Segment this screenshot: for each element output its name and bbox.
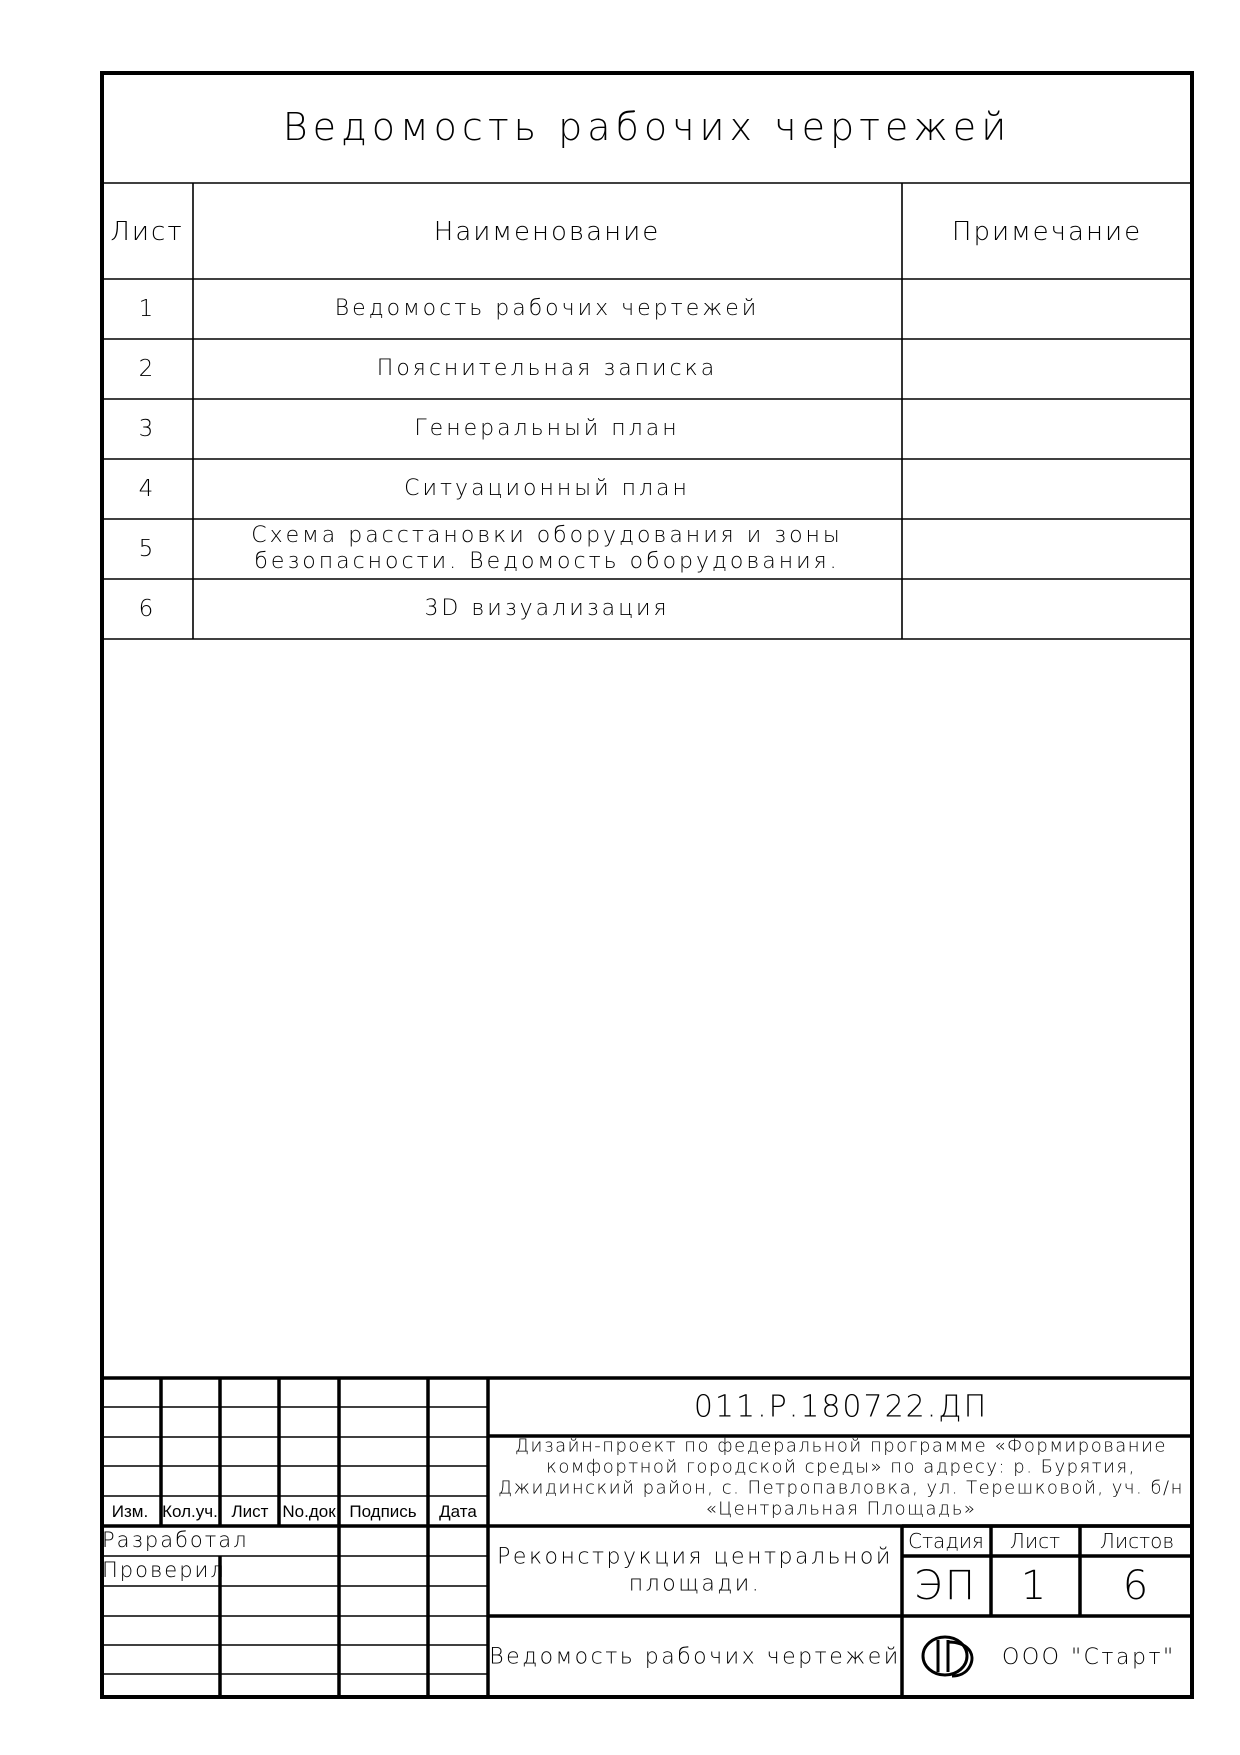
row-sheet-number: 2: [138, 356, 156, 382]
col-izm: Изм.: [111, 1502, 149, 1521]
document-code: 011.Р.180722.ДП: [693, 1389, 989, 1425]
company-name: ООО "Старт": [1002, 1645, 1176, 1670]
sheets-value: 6: [1122, 1563, 1152, 1609]
project-description-line-4: «Центральная Площадь»: [705, 1498, 977, 1520]
sheet-name: Ведомость рабочих чертежей: [489, 1644, 901, 1670]
row-name: 3D визуализация: [424, 596, 670, 621]
header-note: Примечание: [951, 217, 1143, 247]
col-kol-uch: Кол.уч.: [162, 1502, 218, 1521]
header-name: Наименование: [433, 217, 661, 247]
project-description-line-3: Джидинский район, с. Петропавловка, ул. Терешковой, уч. б/н: [498, 1477, 1184, 1499]
object-name-line-2: площади.: [628, 1571, 762, 1597]
row-name: Ведомость рабочих чертежей: [334, 296, 760, 321]
row-name-line-1: Схема расстановки оборудования и зоны: [251, 523, 843, 548]
col-list: Лист: [231, 1502, 269, 1521]
row-name: Ситуационный план: [404, 476, 690, 501]
row-sheet-number: 4: [138, 476, 156, 502]
project-description-line-1: Дизайн-проект по федеральной программе «Формирование: [515, 1435, 1167, 1457]
row-sheet-number: 3: [138, 416, 156, 442]
row-sheet-number: 1: [138, 296, 156, 322]
col-no-dok: No.док: [282, 1502, 336, 1521]
col-data: Дата: [439, 1502, 477, 1521]
row-name: Генеральный план: [414, 416, 680, 441]
stage-label: Стадия: [908, 1529, 984, 1553]
sheets-label: Листов: [1099, 1529, 1175, 1553]
row-sheet-number: 5: [138, 536, 156, 562]
row-name: Пояснительная записка: [376, 356, 718, 381]
sheet-label: Лист: [1009, 1529, 1061, 1553]
sheet-value: 1: [1020, 1563, 1050, 1609]
document-title: Ведомость рабочих чертежей: [282, 105, 1012, 149]
company-logo-icon: [918, 1632, 980, 1682]
col-podpis: Подпись: [349, 1502, 417, 1521]
checked-label: Проверил: [102, 1558, 226, 1582]
header-sheet: Лист: [110, 217, 184, 247]
object-name-line-1: Реконструкция центральной: [497, 1544, 893, 1570]
row-sheet-number: 6: [138, 596, 156, 622]
project-description-line-2: комфортной городской среды» по адресу: р. Бурятия,: [546, 1456, 1136, 1478]
developed-label: Разработал: [102, 1528, 249, 1552]
row-name-line-2: безопасности. Ведомость оборудования.: [254, 549, 840, 574]
stage-value: ЭП: [913, 1563, 979, 1609]
